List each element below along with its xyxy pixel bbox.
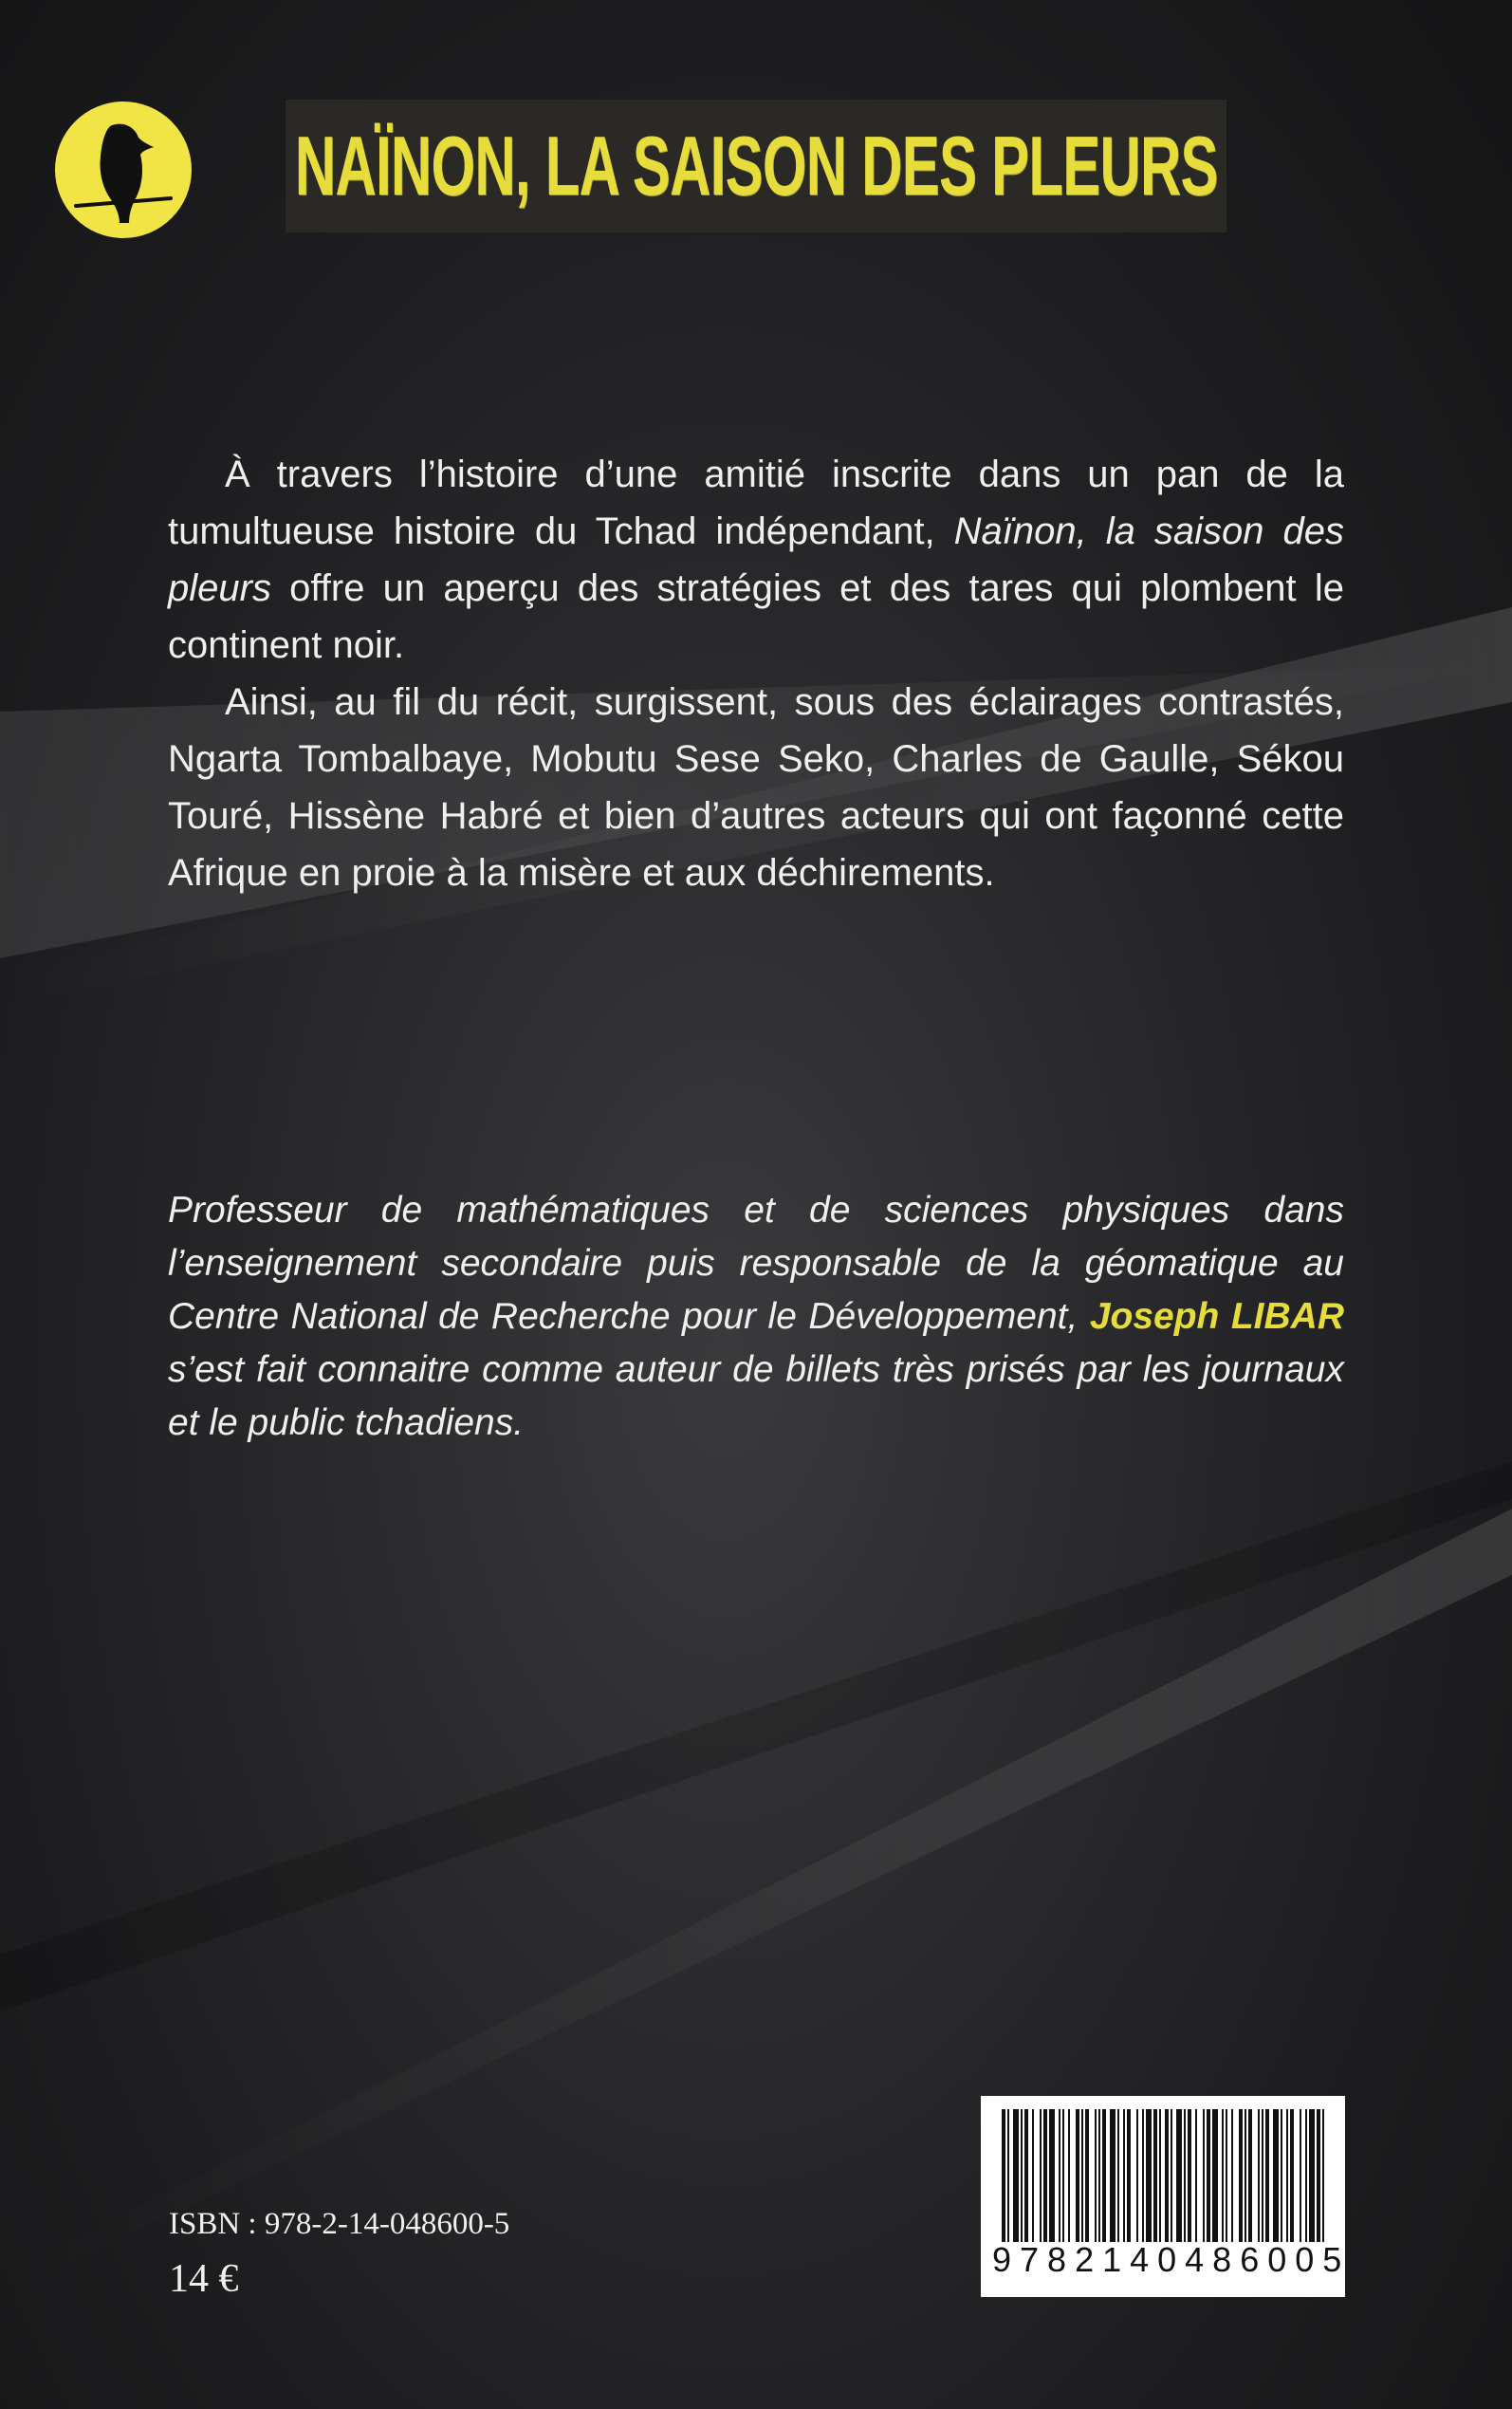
synopsis-text: À travers l’histoire d’une amitié inscrite dans un pan de la tumultueuse histoire du Tchad indépendant, xyxy=(168,454,1344,552)
barcode-bar xyxy=(1305,2109,1307,2242)
barcode-bar xyxy=(1226,2109,1227,2242)
barcode-bar xyxy=(1013,2109,1019,2242)
barcode-bar xyxy=(1059,2109,1060,2242)
barcode-bar xyxy=(1317,2109,1320,2242)
author-bio xyxy=(168,1184,1344,1450)
title-banner xyxy=(286,100,1226,232)
barcode-bar xyxy=(1309,2109,1315,2242)
barcode-bar xyxy=(1239,2109,1243,2242)
barcode-bar xyxy=(1085,2109,1089,2242)
barcode-bar xyxy=(1136,2109,1138,2242)
barcode-bar xyxy=(1248,2109,1252,2242)
barcode-bar xyxy=(1095,2109,1097,2242)
barcode-bar xyxy=(1110,2109,1116,2242)
barcode-bar xyxy=(1212,2109,1218,2242)
barcode-bar xyxy=(1300,2109,1301,2242)
barcode-bar xyxy=(1146,2109,1152,2242)
barcode-bar xyxy=(1123,2109,1125,2242)
barcode-bar xyxy=(1165,2109,1169,2242)
barcode-bar xyxy=(1222,2109,1224,2242)
author-name: Joseph LIBAR xyxy=(1089,1296,1344,1337)
barcode-bar xyxy=(1127,2109,1131,2242)
barcode-bar xyxy=(1184,2109,1186,2242)
barcode-bar xyxy=(1043,2109,1047,2242)
barcode-bar xyxy=(1117,2109,1119,2242)
barcode-bar xyxy=(1062,2109,1064,2242)
price: 14 € xyxy=(169,2257,239,2301)
barcode-bar xyxy=(1262,2109,1263,2242)
crow-silhouette-icon xyxy=(53,100,194,240)
barcode-bar xyxy=(1290,2109,1294,2242)
barcode-bar xyxy=(1068,2109,1070,2242)
barcode-bar xyxy=(1286,2109,1288,2242)
book-title: NAÏNON, LA SAISON DES PLEURS xyxy=(294,119,1218,213)
barcode-bar xyxy=(1024,2109,1028,2242)
barcode-bar xyxy=(1188,2109,1191,2242)
bio-text: s’est fait connaitre comme auteur de billets très prisés par les journaux et le public tchadiens. xyxy=(168,1349,1344,1443)
barcode-bar xyxy=(1007,2109,1009,2242)
bio-text: Professeur de mathématiques et de sciences physiques dans l’enseignement secondaire puis responsable de la géomatique au Centre National de Recherche pour le Développement, xyxy=(168,1190,1344,1337)
synopsis-text: offre un aperçu des stratégies et des tares qui plombent le continent noir. xyxy=(168,567,1344,666)
barcode-bar xyxy=(1032,2109,1034,2242)
synopsis xyxy=(168,446,1344,901)
barcode-bar xyxy=(1195,2109,1197,2242)
isbn: ISBN : 978-2-14-048600-5 xyxy=(169,2207,510,2241)
barcode-bar xyxy=(1171,2109,1172,2242)
barcode-bar xyxy=(1273,2109,1279,2242)
barcode-bar xyxy=(1207,2109,1210,2242)
barcode-bar xyxy=(1258,2109,1260,2242)
barcode-bar xyxy=(1098,2109,1100,2242)
barcode-bar xyxy=(1203,2109,1205,2242)
barcode-bar xyxy=(1142,2109,1144,2242)
book-title-italic: Naïnon, la saison des pleurs xyxy=(168,510,1345,609)
barcode-bar xyxy=(1245,2109,1246,2242)
barcode-bar xyxy=(1040,2109,1042,2242)
barcode-bar xyxy=(1081,2109,1083,2242)
synopsis-paragraph-2: Ainsi, au fil du récit, surgissent, sous des éclairages contrastés, Ngarta Tombalbaye, Mobutu Sese Seko, Charles de Gaulle, Sékou Touré, Hissène Habré et bien d’autres acteurs qui ont façonné cette Afrique en proie à la misère et aux déchirements. xyxy=(168,681,1344,894)
barcode-digits: 9782140486005 xyxy=(992,2240,1351,2279)
barcode-bar xyxy=(1049,2109,1055,2242)
barcode-bar xyxy=(1002,2109,1005,2242)
barcode-bar xyxy=(1102,2109,1106,2242)
author-bio-paragraph xyxy=(168,1184,1344,1450)
barcode-bar xyxy=(1322,2109,1324,2242)
barcode-bar xyxy=(1265,2109,1269,2242)
barcode-bar xyxy=(1021,2109,1023,2242)
barcode-bar xyxy=(1176,2109,1182,2242)
barcode-bar xyxy=(1281,2109,1282,2242)
barcode xyxy=(981,2096,1351,2297)
publisher-logo xyxy=(53,100,194,240)
synopsis-paragraph-1 xyxy=(168,446,1344,674)
barcode-bar xyxy=(1076,2109,1079,2242)
barcode-bar xyxy=(1231,2109,1233,2242)
barcode-bar xyxy=(1159,2109,1161,2242)
barcode-bar xyxy=(1153,2109,1157,2242)
